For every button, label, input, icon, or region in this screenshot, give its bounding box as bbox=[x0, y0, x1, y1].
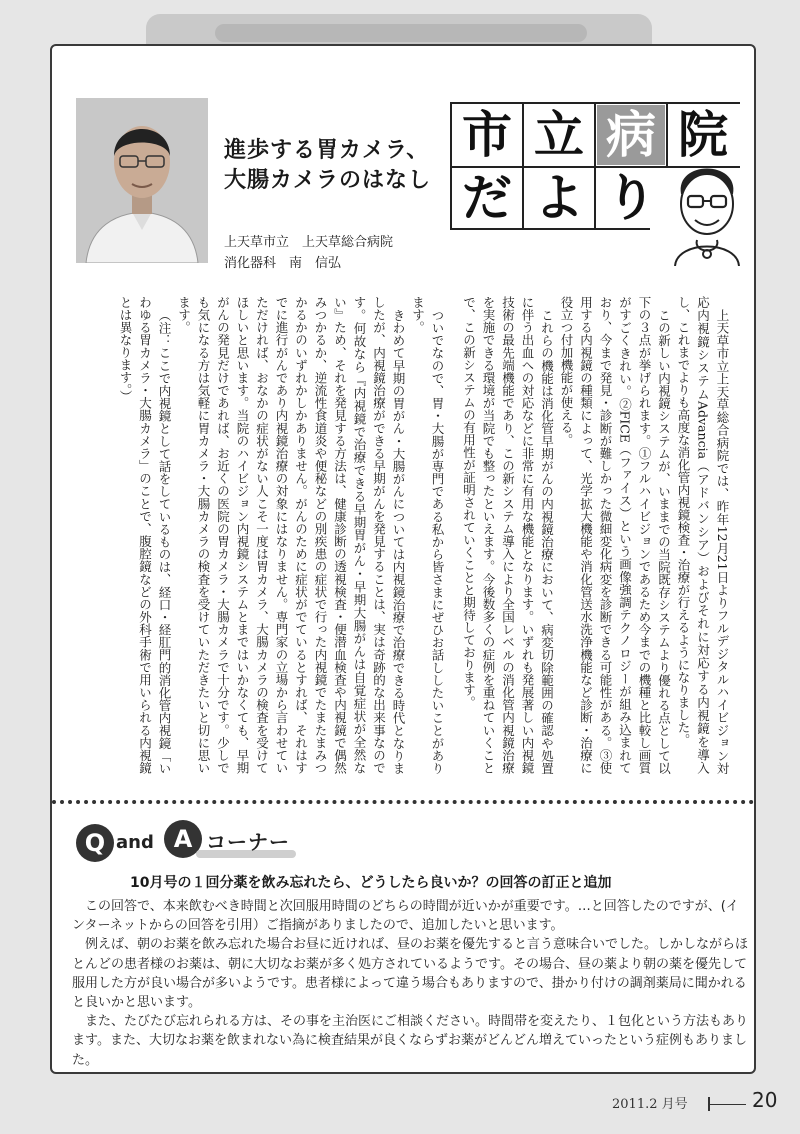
author-info bbox=[224, 232, 393, 274]
footer-rule bbox=[710, 1104, 746, 1105]
title-char-1: 市 bbox=[462, 106, 512, 164]
qa-q-letter: Q bbox=[76, 824, 114, 862]
top-tab-slot bbox=[215, 24, 587, 42]
qa-question-title: 10月号の１回分薬を飲み忘れたら、どうしたら良いか？の回答の訂正と追加 bbox=[130, 875, 612, 891]
article-paragraph: これらの機能は消化管早期がんの内視鏡治療において、病変切除範囲の確認や処置に伴う出血への対応などに非常に有用な機能となります。いずれも発展著しい内視鏡技術の最先端機能であり、この新システム導入により全国レベルの消化管内視鏡治療を実施できる環境が当院でも整ったといえます。今後数多くの症例を重ねていくことで、この新システムの有用性が証明されていくことと期待しております。 bbox=[461, 296, 555, 774]
article-headline bbox=[224, 136, 454, 196]
author-name: 消化器科 南 信弘 bbox=[224, 256, 342, 271]
article-paragraph: （注：ここで内視鏡として話をしているものは、経口・経肛門的消化管内視鏡「いわゆる胃カメラ・大腸カメラ」のことで、腹腔鏡などの外科手術で用いられる内視鏡とは異なります。） bbox=[118, 296, 172, 774]
title-char-4: 院 bbox=[678, 106, 728, 164]
qa-paragraph: この回答で、本来飲むべき時間と次回服用時間のどちらの時間が近いかが重要です。…と回答したのですが、(インターネットからの回答を引用）ご指摘がありましたので、追加したいと思います。 bbox=[72, 899, 739, 934]
issue-label: 2011.2 月号 bbox=[612, 1097, 688, 1112]
page-number: 20 bbox=[752, 1088, 778, 1112]
title-char-2: 立 bbox=[534, 106, 584, 164]
article-paragraph: 上天草市立上天草総合病院では、昨年12月21日よりフルデジタルハイビジョン対応内視鏡システムAdvancia（アドバンシア）およびそれに対応する内視鏡を導入し、これまでよりも高度な消化管内視鏡検査・治療が行えるようになりました。 bbox=[676, 296, 730, 774]
article-paragraph: きわめて早期の胃がん・大腸がんについては内視鏡治療で治療できる時代となりましたが、内視鏡治療ができる早期がんを発見することは、実は奇跡的な出来事なのです。何故なら『内視鏡で治療できる早期胃がん・早期大腸がんは自覚症状が全然ない』ため、それを発見する方法は、健康診断の透視検査・便潜血検査や内視鏡で偶然みつかるか、逆流性食道炎や便秘などの別疾患の症状で行った内視鏡でたまたまみつかるかのいずれかしかありません。がんのために症状がでているとすれば、それはすでに進行がんであり内視鏡治療の対象にはなりません。専門家の立場から言わせていただければ、おなかの症状がない人こそ一度は胃カメラ、大腸カメラの検査を受けてほしいと思います。当院のハイビジョン内視鏡システムとまではいかなくても、早期がんの発見だけであれば、お近くの医院の胃カメラ・大腸カメラで十分です。少しでも気になる方は気軽に胃カメラ・大腸カメラの検査を受けていただきたいと切に思います。 bbox=[176, 296, 406, 774]
section-divider bbox=[52, 800, 754, 804]
article-body bbox=[92, 296, 732, 774]
title-char-3: 病 bbox=[597, 105, 665, 165]
qa-answer-body bbox=[72, 897, 748, 1070]
article-paragraph: この新しい内視鏡システムが、いままでの当院既存システムより優れる点として以下の３点が挙げられます。①フルハイビジョンであるため今までの機種と比較し画質がすごくきれい。②FICE（ファイス）という画像強調テクノロジーが組み込まれており、今まで発見・診断が難しかった微細変化病変を診断できる可能性がある。③使用する内視鏡の種類によって、光学拡大機能や消化管送水洗浄機能など診断・治療に役立つ付加機能が使える。 bbox=[559, 296, 672, 774]
headline-line-1: 進歩する胃カメラ、 bbox=[224, 138, 430, 163]
qa-a-letter: A bbox=[164, 820, 202, 858]
title-char-7: り bbox=[606, 169, 656, 227]
author-affiliation: 上天草市立 上天草総合病院 bbox=[224, 235, 394, 250]
qa-paragraph: また、たびたび忘れられる方は、その事を主治医にご相談ください。時間帯を変えたり、１包化という方法もあります。また、大切なお薬を飲まれない為に検査結果が良くならずお薬がどんどん増えていったという症例もありました。 bbox=[72, 1014, 749, 1068]
qa-and-text: and bbox=[116, 832, 154, 853]
doctor-mascot-icon bbox=[667, 154, 747, 266]
qa-paragraph: 例えば、朝のお薬を飲み忘れた場合お昼に近ければ、昼のお薬を優先すると言う意味合いでした。しかしながらほとんどの患者様のお薬は、朝に大切なお薬が多く処方されているようです。その場合、昼の薬より朝の薬を優先して服用した方が良い場合が多いようです。患者様によって違う場合もありますので、掛かり付けの調剤薬局に聞かれると良いかと思います。 bbox=[72, 937, 749, 1011]
author-photo bbox=[76, 98, 208, 263]
page-card bbox=[50, 44, 756, 1074]
title-char-6: よ bbox=[534, 169, 584, 227]
title-char-5: だ bbox=[462, 169, 512, 227]
qa-corner-logo bbox=[76, 816, 300, 866]
article-paragraph: ついでなので、胃・大腸が専門である私から皆さまにぜひお話ししたいことがあります。 bbox=[410, 296, 445, 774]
headline-line-2: 大腸カメラのはなし bbox=[224, 168, 432, 193]
qa-corner-label: コーナー bbox=[206, 830, 290, 854]
